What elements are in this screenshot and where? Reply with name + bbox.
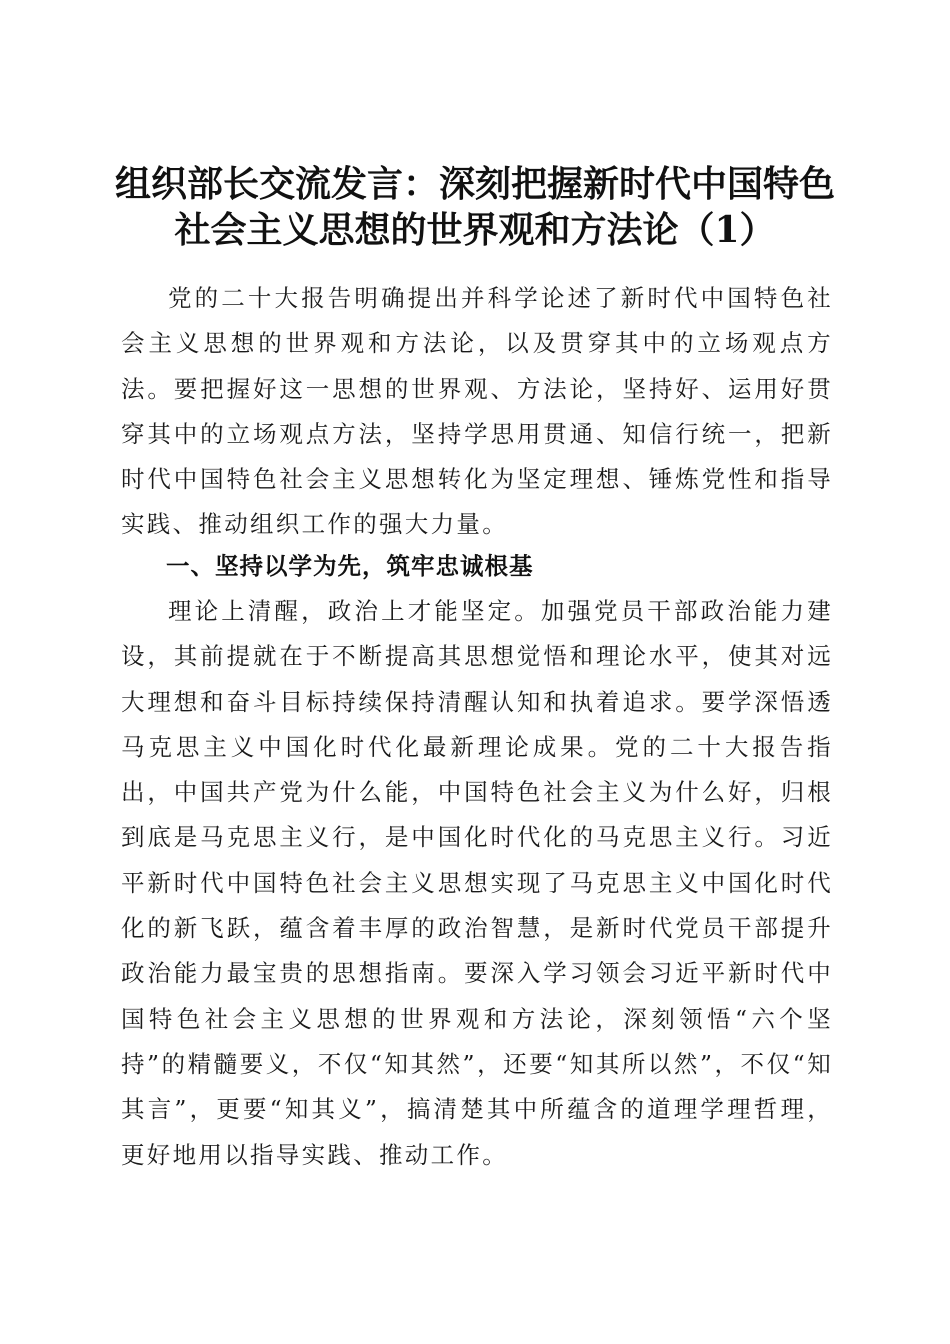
section-heading: 一、坚持以学为先，筑牢忠诚根基 [166, 552, 534, 580]
section-paragraph: 理论上清醒，政治上才能坚定。加强党员干部政治能力建设，其前提就在于不断提高其思想觉悟和理论水平，使其对远大理想和奋斗目标持续保持清醒认知和执着追求。要学深悟透马克思主义中国化时代化最新理论成果。党的二十大报告指出，中国共产党为什么能，中国特色社会主义为什么好，归根到底是马克思主义行，是中国化时代化的马克思主义行。习近平新时代中国特色社会主义思想实现了马克思主义中国化时代化的新飞跃，蕴含着丰厚的政治智慧，是新时代党员干部提升政治能力最宝贵的思想指南。要深入学习领会习近平新时代中国特色社会主义思想的世界观和方法论，深刻领悟“六个坚持”的精髓要义，不仅“知其然”，还要“知其所以然”，不仅“知其言”，更要“知其义”，搞清楚其中所蕴含的道理学理哲理，更好地用以指导实践、推动工作。 [121, 597, 833, 1169]
document-title-line-2: 社会主义思想的世界观和方法论（1） [174, 209, 776, 252]
intro-paragraph: 党的二十大报告明确提出并科学论述了新时代中国特色社会主义思想的世界观和方法论，以及贯穿其中的立场观点方法。要把握好这一思想的世界观、方法论，坚持好、运用好贯穿其中的立场观点方法，坚持学思用贯通、知信行统一，把新时代中国特色社会主义思想转化为坚定理想、锤炼党性和指导实践、推动组织工作的强大力量。 [121, 284, 833, 539]
document-title-line-1: 组织部长交流发言：深刻把握新时代中国特色 [114, 163, 835, 206]
